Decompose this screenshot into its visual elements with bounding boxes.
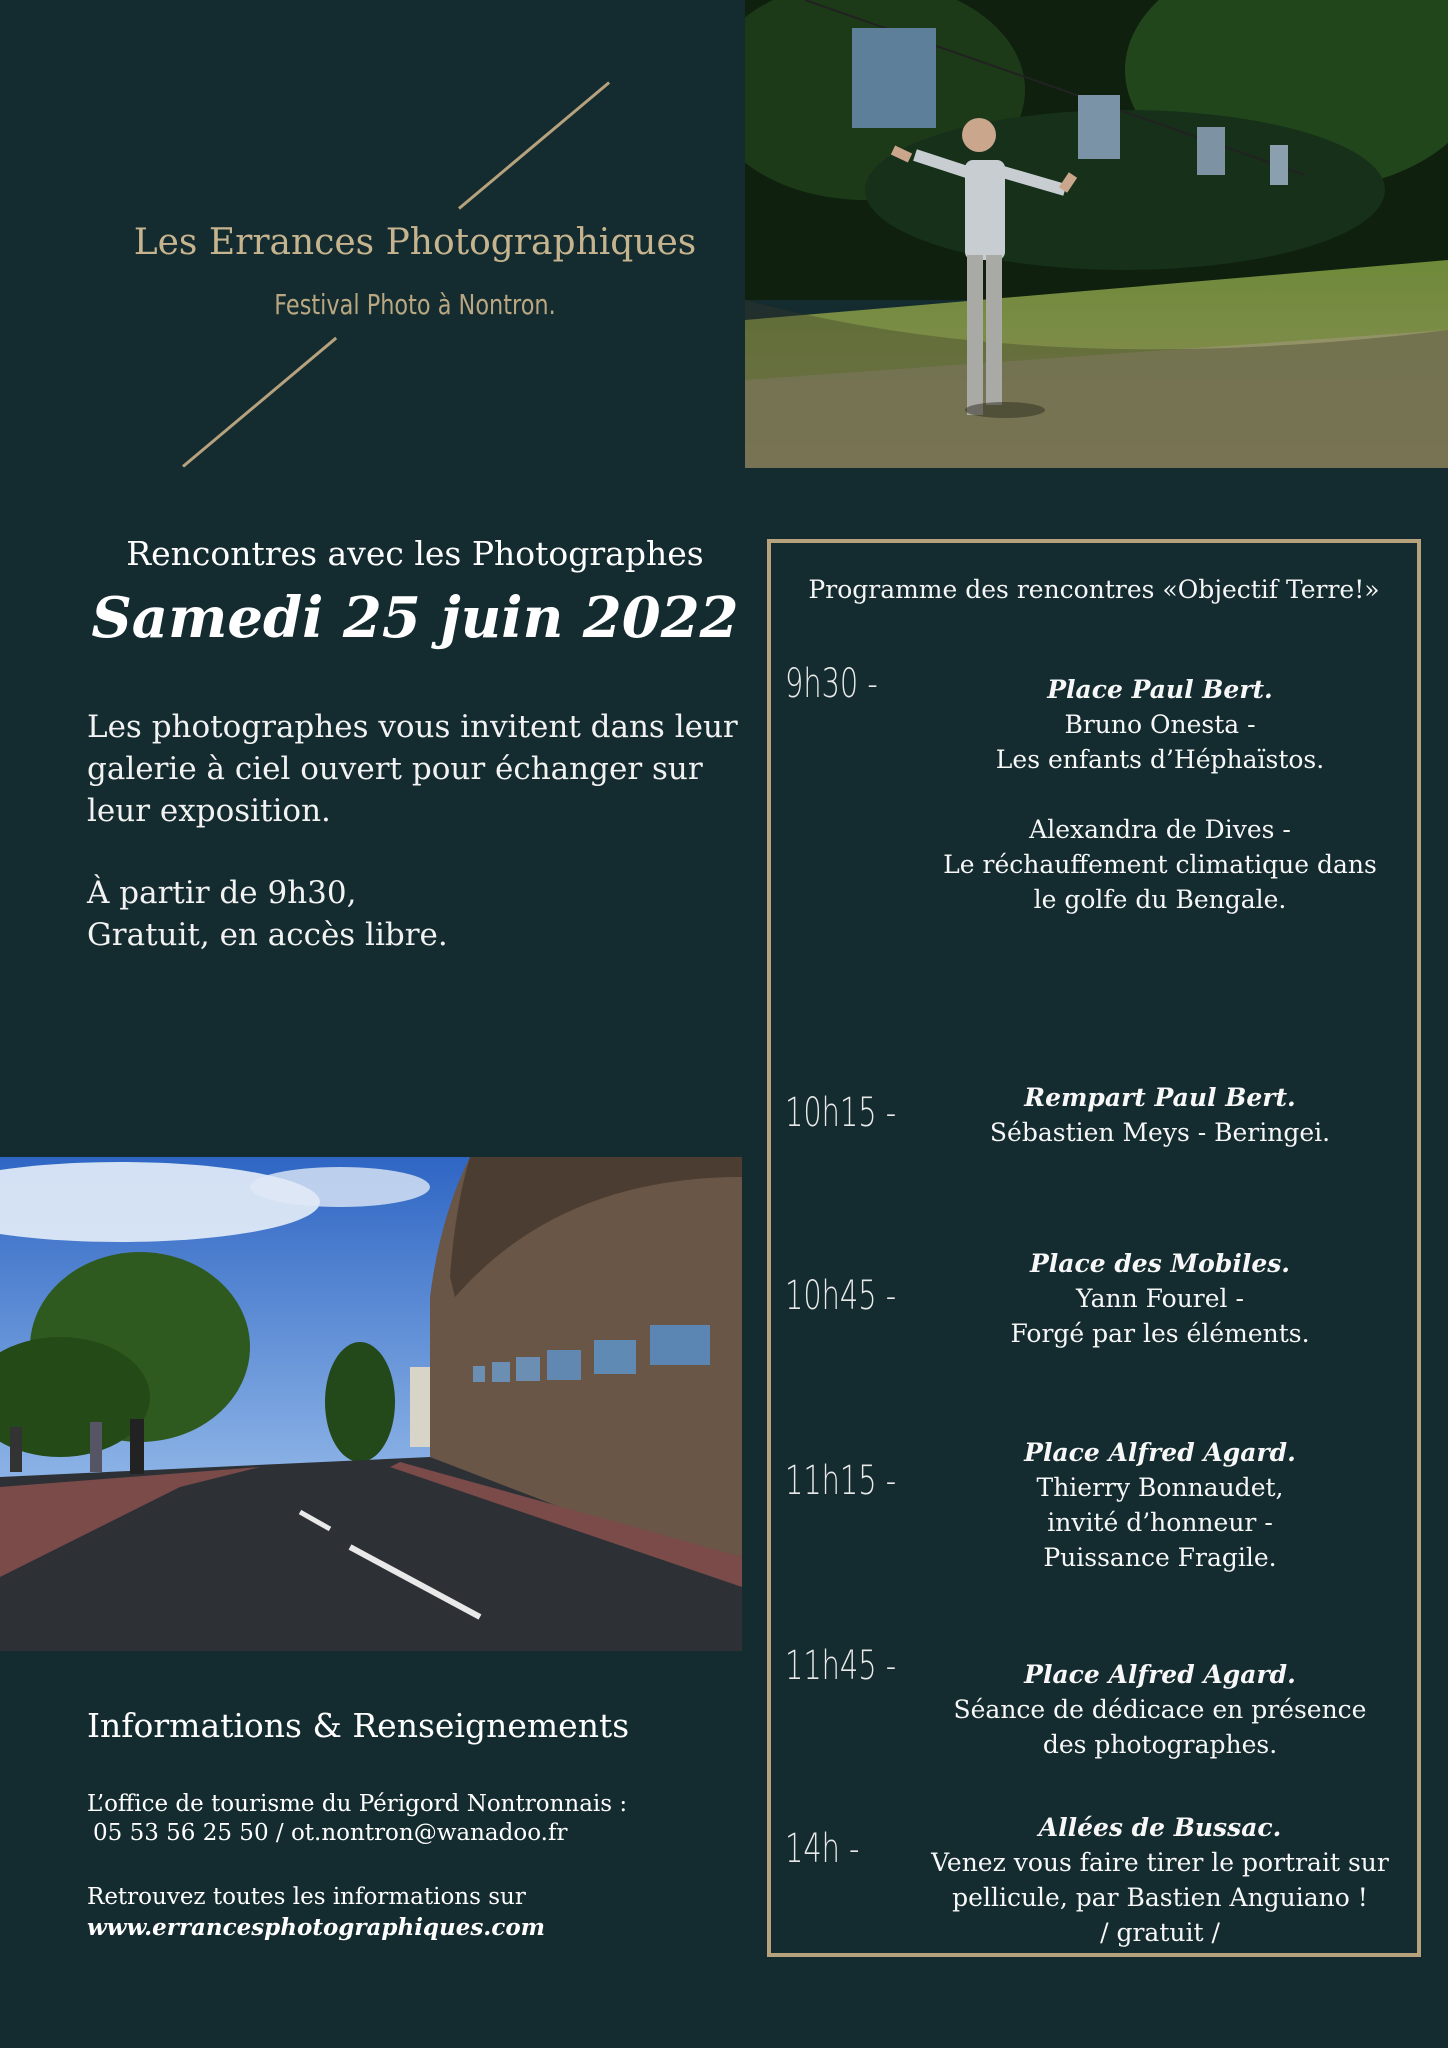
photo-photographer-in-park bbox=[745, 0, 1448, 468]
slot-line: Alexandra de Dives - bbox=[1029, 815, 1291, 844]
slot-line: Le réchauffement climatique dans bbox=[943, 850, 1377, 879]
slot-spacer bbox=[900, 777, 1420, 812]
info-more-text: Retrouvez toutes les informations sur bbox=[87, 1884, 526, 1910]
festival-title: Les Errances Photographiques bbox=[133, 222, 697, 263]
slot-line: des photographes. bbox=[1042, 1730, 1278, 1759]
website-link[interactable]: www.errancesphotographiques.com bbox=[87, 1914, 546, 1941]
slot-line: / gratuit / bbox=[1100, 1918, 1220, 1947]
info-contact: 05 53 56 25 50 / ot.nontron@wanadoo.fr bbox=[93, 1820, 568, 1846]
decorative-line-bottom bbox=[182, 337, 337, 468]
event-intro-text: Les photographes vous invitent dans leur galerie à ciel ouvert pour échanger sur leur exposition. bbox=[87, 709, 738, 829]
decorative-line-top bbox=[458, 81, 610, 209]
slot-time: 9h30 - bbox=[785, 661, 878, 707]
slot-line: Bruno Onesta - bbox=[1064, 710, 1256, 739]
event-price: Gratuit, en accès libre. bbox=[87, 917, 448, 953]
slot-time: 14h - bbox=[785, 1826, 860, 1872]
programme-slot bbox=[900, 672, 1420, 917]
slot-line: Séance de dédicace en présence bbox=[953, 1695, 1367, 1724]
slot-place: Place des Mobiles. bbox=[1030, 1249, 1290, 1278]
slot-time: 11h45 - bbox=[785, 1643, 897, 1689]
slot-place: Place Alfred Agard. bbox=[1024, 1438, 1296, 1467]
slot-place: Place Alfred Agard. bbox=[1024, 1660, 1296, 1689]
slot-line: le golfe du Bengale. bbox=[1033, 885, 1287, 914]
slot-time: 11h15 - bbox=[785, 1458, 897, 1504]
info-title: Informations & Renseignements bbox=[87, 1706, 630, 1745]
programme-slot bbox=[900, 1080, 1420, 1150]
slot-line: Yann Fourel - bbox=[1076, 1284, 1244, 1313]
event-heading: Rencontres avec les Photographes bbox=[126, 534, 704, 573]
slot-line: Puissance Fragile. bbox=[1043, 1543, 1277, 1572]
slot-line: Les enfants d’Héphaïstos. bbox=[995, 745, 1325, 774]
slot-line: Thierry Bonnaudet, bbox=[1036, 1473, 1284, 1502]
slot-line: invité d’honneur - bbox=[1047, 1508, 1273, 1537]
programme-slot bbox=[900, 1657, 1420, 1762]
photo-rampart-exhibition bbox=[0, 1157, 742, 1651]
info-office: L’office de tourisme du Périgord Nontronnais : bbox=[87, 1791, 628, 1817]
programme-slot bbox=[900, 1246, 1420, 1351]
slot-place: Rempart Paul Bert. bbox=[1024, 1083, 1296, 1112]
event-date: Samedi 25 juin 2022 bbox=[91, 585, 739, 651]
festival-subtitle: Festival Photo à Nontron. bbox=[274, 288, 556, 321]
slot-place: Place Paul Bert. bbox=[1047, 675, 1273, 704]
slot-line: Forgé par les éléments. bbox=[1010, 1319, 1310, 1348]
slot-place: Allées de Bussac. bbox=[1038, 1813, 1282, 1842]
slot-line: Venez vous faire tirer le portrait sur bbox=[931, 1848, 1389, 1877]
slot-line: pellicule, par Bastien Anguiano ! bbox=[952, 1883, 1368, 1912]
slot-time: 10h45 - bbox=[785, 1273, 897, 1319]
slot-time: 10h15 - bbox=[785, 1090, 897, 1136]
slot-line: Sébastien Meys - Beringei. bbox=[989, 1118, 1331, 1147]
event-description bbox=[87, 706, 767, 956]
programme-title: Programme des rencontres «Objectif Terre!» bbox=[808, 575, 1380, 604]
programme-slot bbox=[900, 1435, 1420, 1575]
programme-slot bbox=[900, 1810, 1420, 1950]
event-start-time: À partir de 9h30, bbox=[87, 875, 357, 911]
